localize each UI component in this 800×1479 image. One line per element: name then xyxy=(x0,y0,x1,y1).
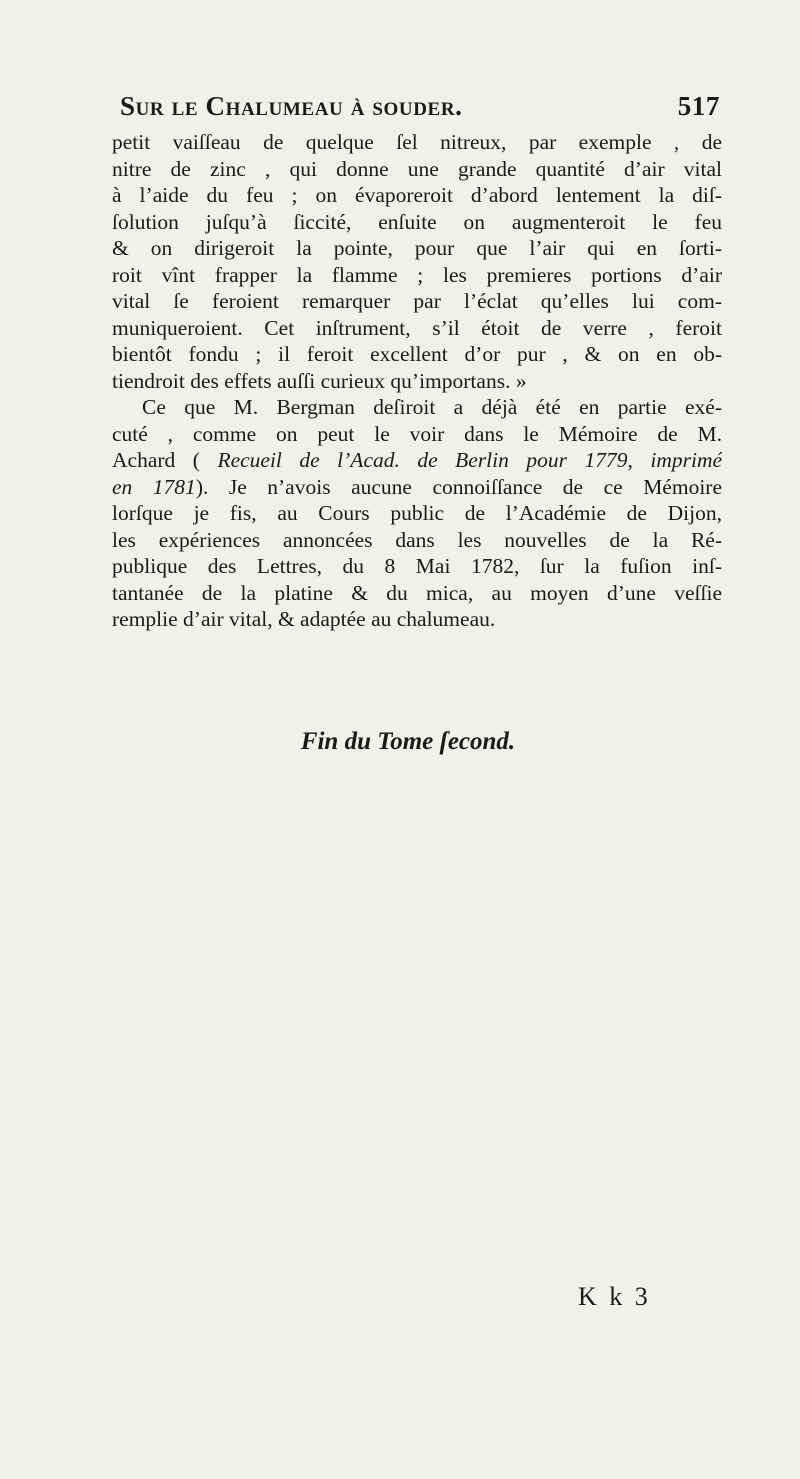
running-head-title: Sur le Chalumeau à souder. xyxy=(120,91,463,121)
body-text xyxy=(112,129,722,633)
running-head xyxy=(120,86,720,126)
text-line: tantanée de la platine & du mica, au moyen d’une veſſie xyxy=(112,580,722,605)
text-line: bientôt fondu ; il feroit excellent d’or pur , & on en ob- xyxy=(112,342,722,366)
paragraph-first-line: Ce que M. Bergman deſiroit a déjà été en partie exé- xyxy=(142,395,722,419)
text-line-with-citation xyxy=(112,474,722,501)
text-line: cuté , comme on peut le voir dans le Mémoire de M. xyxy=(112,421,722,446)
signature-mark: K k 3 xyxy=(578,1282,651,1311)
text-line-with-citation xyxy=(112,447,722,474)
text-line: à l’aide du feu ; on évaporeroit d’abord lentement la diſ- xyxy=(112,183,722,207)
text-line: & on dirigeroit la pointe, pour que l’air qui en ſorti- xyxy=(112,236,722,260)
text-fragment: Achard ( xyxy=(112,448,200,472)
text-line: petit vaiſſeau de quelque ſel nitreux, par exemple , de xyxy=(112,130,722,154)
page-number: 517 xyxy=(677,91,720,121)
citation-italic: en 1781 xyxy=(112,474,196,499)
closing-line: Fin du Tome ſecond. xyxy=(300,728,516,755)
text-line: remplie d’air vital, & adaptée au chalumeau. xyxy=(112,607,496,631)
text-line: nitre de zinc , qui donne une grande quantité d’air vital xyxy=(112,156,722,181)
text-line: ſolution juſqu’à ſiccité, enſuite on augmenteroit le feu xyxy=(112,209,722,234)
citation-italic: Recueil de l’Acad. de Berlin pour 1779, imprimé xyxy=(217,448,722,472)
text-fragment: ). Je n’avois aucune connoiſſance de ce Mémoire xyxy=(195,474,722,499)
text-line: publique des Lettres, du 8 Mai 1782, ſur la fuſion inſ- xyxy=(112,554,722,578)
text-line: les expériences annoncées dans les nouvelles de la Ré- xyxy=(112,527,722,552)
text-line: tiendroit des effets auſſi curieux qu’importans. » xyxy=(112,368,527,393)
text-line: muniqueroient. Cet inſtrument, s’il étoit de verre , feroit xyxy=(112,315,722,340)
text-line: vital ſe feroient remarquer par l’éclat qu’elles lui com- xyxy=(112,289,722,313)
text-line: roit vînt frapper la flamme ; les premieres portions d’air xyxy=(112,262,722,287)
text-line: lorſque je fis, au Cours public de l’Académie de Dijon, xyxy=(112,501,722,525)
